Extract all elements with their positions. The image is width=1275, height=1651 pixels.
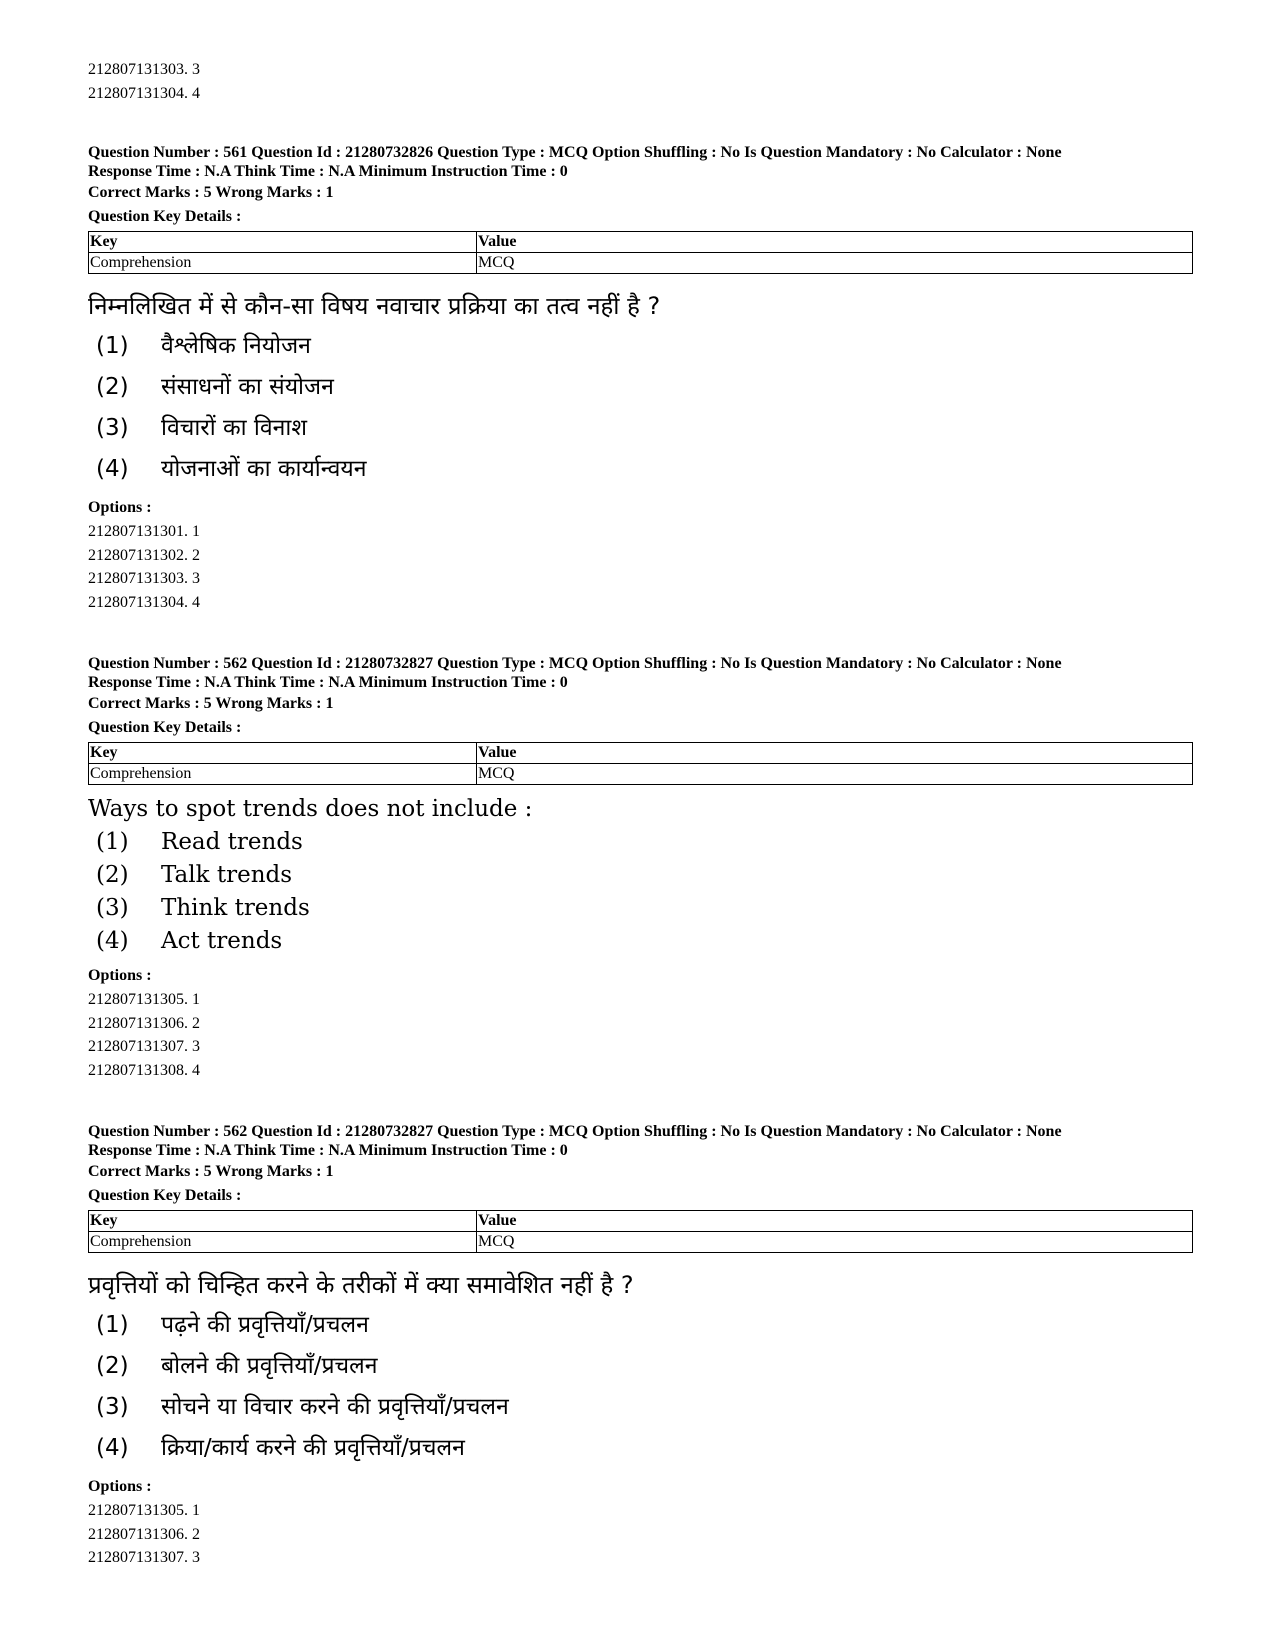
choice-row: [88, 1428, 1188, 1469]
choice-row: [88, 892, 1188, 925]
choice-number: (1): [96, 1312, 129, 1338]
question-text: प्रवृत्तियों को चिन्हित करने के तरीकों में क्या समावेशित नहीं है ?: [88, 1271, 634, 1299]
question-content: [88, 286, 1188, 490]
table-header-key: Key: [89, 1211, 477, 1232]
choice-row: [88, 408, 1188, 449]
choice-text: Act trends: [161, 928, 283, 954]
choice-number: (2): [96, 1353, 129, 1379]
previous-options-tail: [88, 58, 1188, 105]
table-header-value: Value: [477, 232, 1193, 253]
key-details-label: Question Key Details :: [88, 207, 242, 225]
choice-text: Talk trends: [161, 862, 293, 888]
key-details-label: Question Key Details :: [88, 718, 242, 736]
option-line: 212807131304. 4: [88, 593, 200, 611]
option-line: 212807131307. 3: [88, 1038, 200, 1055]
options-label: Options :: [88, 1478, 152, 1495]
option-line: 212807131304. 4: [88, 84, 200, 102]
option-line: 212807131303. 3: [88, 570, 200, 587]
document-page: [88, 58, 1188, 1570]
key-details-label: Question Key Details :: [88, 1186, 242, 1204]
choice-number: (1): [96, 829, 129, 855]
option-line: 212807131305. 1: [88, 1502, 200, 1519]
key-details-table: [88, 1210, 1193, 1253]
choice-text: क्रिया/कार्य करने की प्रवृत्तियाँ/प्रचलन: [161, 1435, 465, 1461]
choice-number: (1): [96, 333, 129, 359]
choice-number: (2): [96, 862, 129, 888]
choice-number: (4): [96, 1435, 129, 1461]
question-block-562-english: [88, 654, 1188, 1082]
option-line: 212807131301. 1: [88, 523, 200, 540]
question-content: [88, 1265, 1188, 1469]
marks-line: Correct Marks : 5 Wrong Marks : 1: [88, 184, 334, 201]
table-cell-key: Comprehension: [89, 1232, 477, 1253]
choice-row: [88, 826, 1188, 859]
choice-text: संसाधनों का संयोजन: [161, 374, 334, 400]
choice-row: [88, 449, 1188, 490]
table-cell-value: MCQ: [477, 764, 1193, 785]
key-details-table: [88, 742, 1193, 785]
table-cell-value: MCQ: [477, 1232, 1193, 1253]
choice-number: (2): [96, 374, 129, 400]
choice-number: (3): [96, 895, 129, 921]
choice-row: [88, 1305, 1188, 1346]
choice-row: [88, 1346, 1188, 1387]
table-cell-value: MCQ: [477, 253, 1193, 274]
question-block-562-hindi: [88, 1122, 1188, 1570]
choice-text: Read trends: [161, 829, 303, 855]
question-timing-line: Response Time : N.A Think Time : N.A Minimum Instruction Time : 0: [88, 163, 568, 180]
question-timing-line: Response Time : N.A Think Time : N.A Minimum Instruction Time : 0: [88, 674, 568, 691]
option-line: 212807131302. 2: [88, 546, 200, 564]
choice-number: (3): [96, 1394, 129, 1420]
choice-number: (3): [96, 415, 129, 441]
question-block-561: [88, 143, 1188, 614]
choice-text: पढ़ने की प्रवृत्तियाँ/प्रचलन: [161, 1312, 369, 1338]
choice-text: विचारों का विनाश: [161, 415, 308, 441]
table-header-value: Value: [477, 743, 1193, 764]
choice-row: [88, 1387, 1188, 1428]
choice-row: [88, 326, 1188, 367]
question-text: निम्नलिखित में से कौन-सा विषय नवाचार प्रक्रिया का तत्व नहीं है ?: [88, 292, 661, 320]
choice-row: [88, 367, 1188, 408]
options-label: Options :: [88, 499, 152, 516]
question-content: [88, 793, 1188, 958]
question-text: Ways to spot trends does not include :: [88, 796, 533, 822]
table-header-value: Value: [477, 1211, 1193, 1232]
question-meta-line: Question Number : 562 Question Id : 21280732827 Question Type : MCQ Option Shuffling : No Is Question Mandatory : No Calculator : None: [88, 1123, 1062, 1140]
choice-text: Think trends: [161, 895, 310, 921]
table-header-key: Key: [89, 232, 477, 253]
option-line: 212807131303. 3: [88, 61, 200, 78]
marks-line: Correct Marks : 5 Wrong Marks : 1: [88, 695, 334, 712]
question-timing-line: Response Time : N.A Think Time : N.A Minimum Instruction Time : 0: [88, 1142, 568, 1159]
option-line: 212807131306. 2: [88, 1525, 200, 1543]
options-label: Options :: [88, 967, 152, 984]
table-cell-key: Comprehension: [89, 764, 477, 785]
marks-line: Correct Marks : 5 Wrong Marks : 1: [88, 1163, 334, 1180]
choice-number: (4): [96, 456, 129, 482]
choice-text: योजनाओं का कार्यान्वयन: [161, 456, 367, 482]
choice-text: बोलने की प्रवृत्तियाँ/प्रचलन: [161, 1353, 378, 1379]
choice-text: सोचने या विचार करने की प्रवृत्तियाँ/प्रचलन: [161, 1394, 509, 1420]
key-details-table: [88, 231, 1193, 274]
option-line: 212807131308. 4: [88, 1061, 200, 1079]
choice-row: [88, 925, 1188, 958]
question-meta-line: Question Number : 562 Question Id : 21280732827 Question Type : MCQ Option Shuffling : No Is Question Mandatory : No Calculator : None: [88, 655, 1062, 672]
choice-row: [88, 859, 1188, 892]
option-line: 212807131306. 2: [88, 1014, 200, 1032]
option-line: 212807131307. 3: [88, 1549, 200, 1566]
table-header-key: Key: [89, 743, 477, 764]
choice-text: वैश्लेषिक नियोजन: [161, 333, 311, 359]
option-line: 212807131305. 1: [88, 991, 200, 1008]
choice-number: (4): [96, 928, 129, 954]
question-meta-line: Question Number : 561 Question Id : 21280732826 Question Type : MCQ Option Shuffling : No Is Question Mandatory : No Calculator : None: [88, 144, 1062, 161]
table-cell-key: Comprehension: [89, 253, 477, 274]
